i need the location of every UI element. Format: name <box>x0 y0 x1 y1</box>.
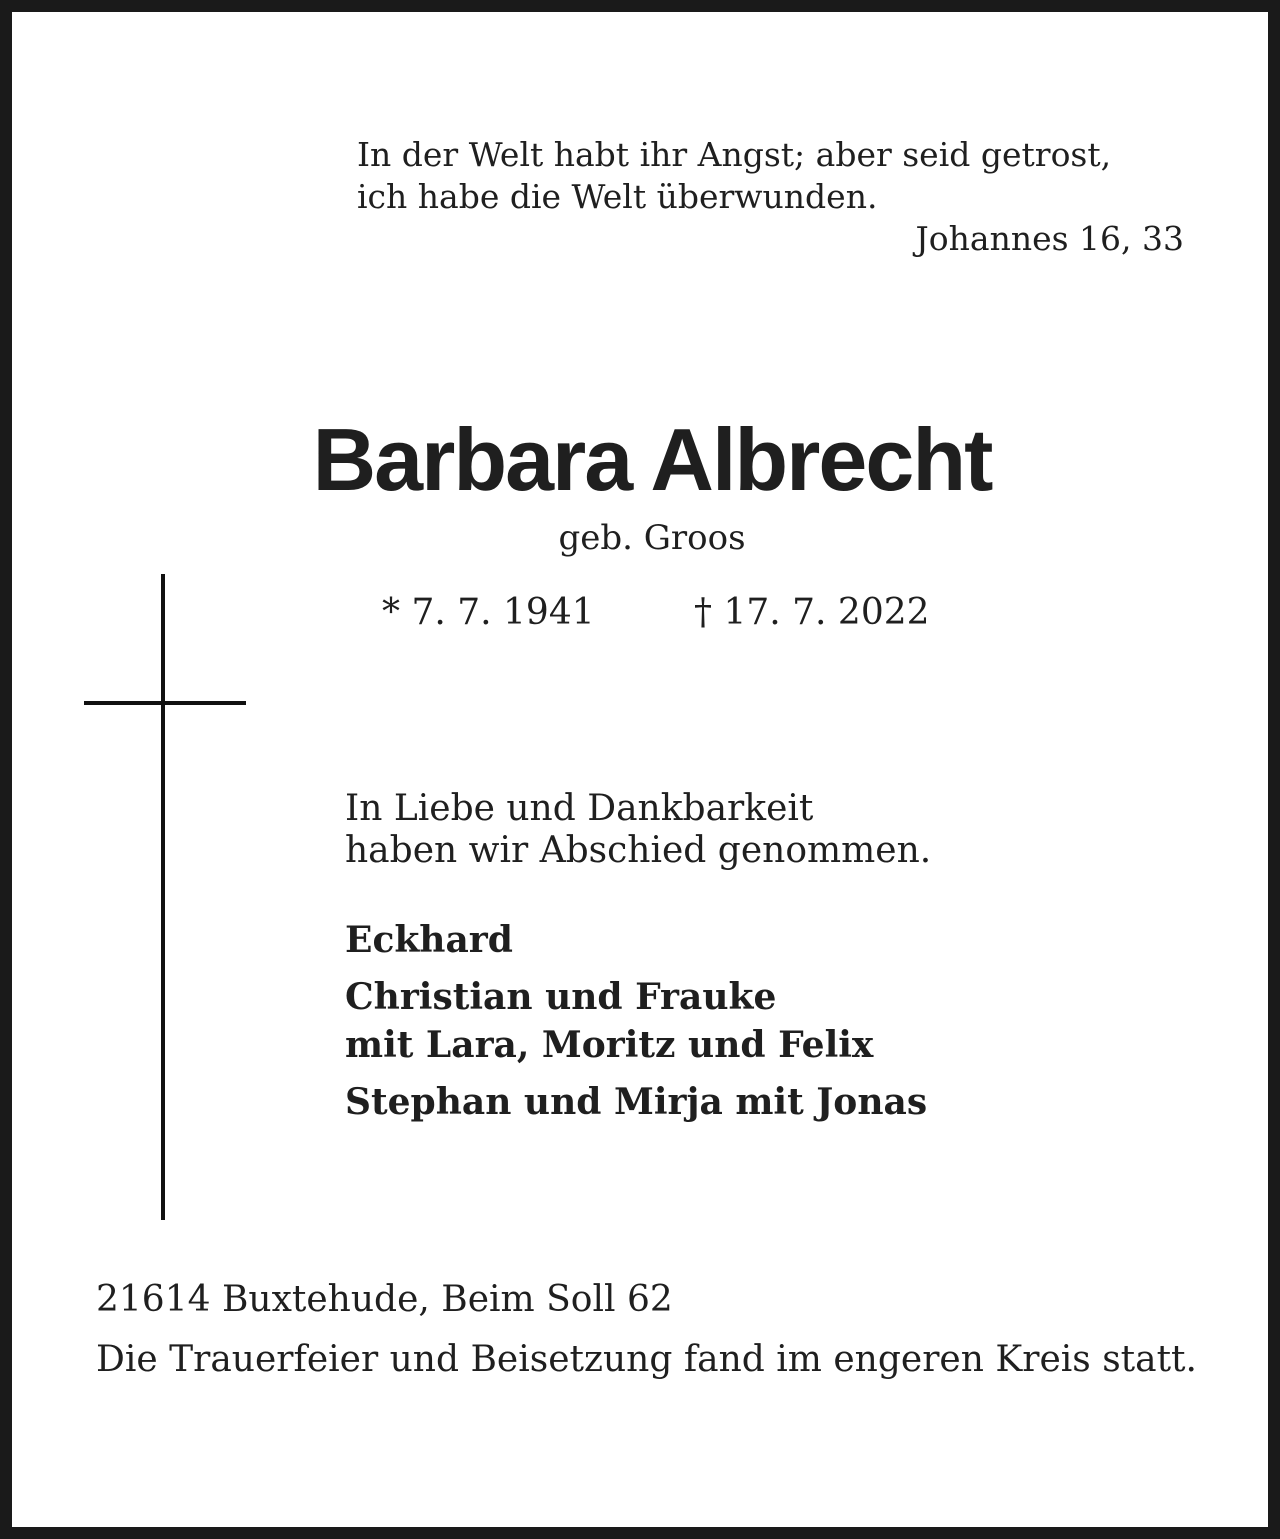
deceased-name: Barbara Albrecht <box>312 410 992 509</box>
death-date: † 17. 7. 2022 <box>694 592 930 633</box>
birth-date: * 7. 7. 1941 <box>382 592 595 633</box>
farewell-line-1: In Liebe und Dankbarkeit <box>345 788 814 829</box>
mourner-entry: Eckhard <box>345 919 513 961</box>
bible-verse-line-2: ich habe die Welt überwunden. <box>357 177 878 216</box>
family-address: 21614 Buxtehude, Beim Soll 62 <box>96 1279 673 1320</box>
mourner-entry: Christian und Frauke <box>345 976 777 1018</box>
bible-verse-line-1: In der Welt habt ihr Angst; aber seid getrost, <box>357 135 1112 174</box>
mourner-entry: mit Lara, Moritz und Felix <box>345 1024 874 1066</box>
cross-vertical-bar <box>161 574 165 1220</box>
farewell-line-2: haben wir Abschied genommen. <box>345 830 932 871</box>
birth-name: geb. Groos <box>558 518 746 558</box>
cross-horizontal-bar <box>84 701 246 705</box>
mourner-entry: Stephan und Mirja mit Jonas <box>345 1081 928 1123</box>
funeral-note: Die Trauerfeier und Beisetzung fand im engeren Kreis statt. <box>96 1339 1197 1380</box>
bible-verse-reference: Johannes 16, 33 <box>915 219 1184 258</box>
